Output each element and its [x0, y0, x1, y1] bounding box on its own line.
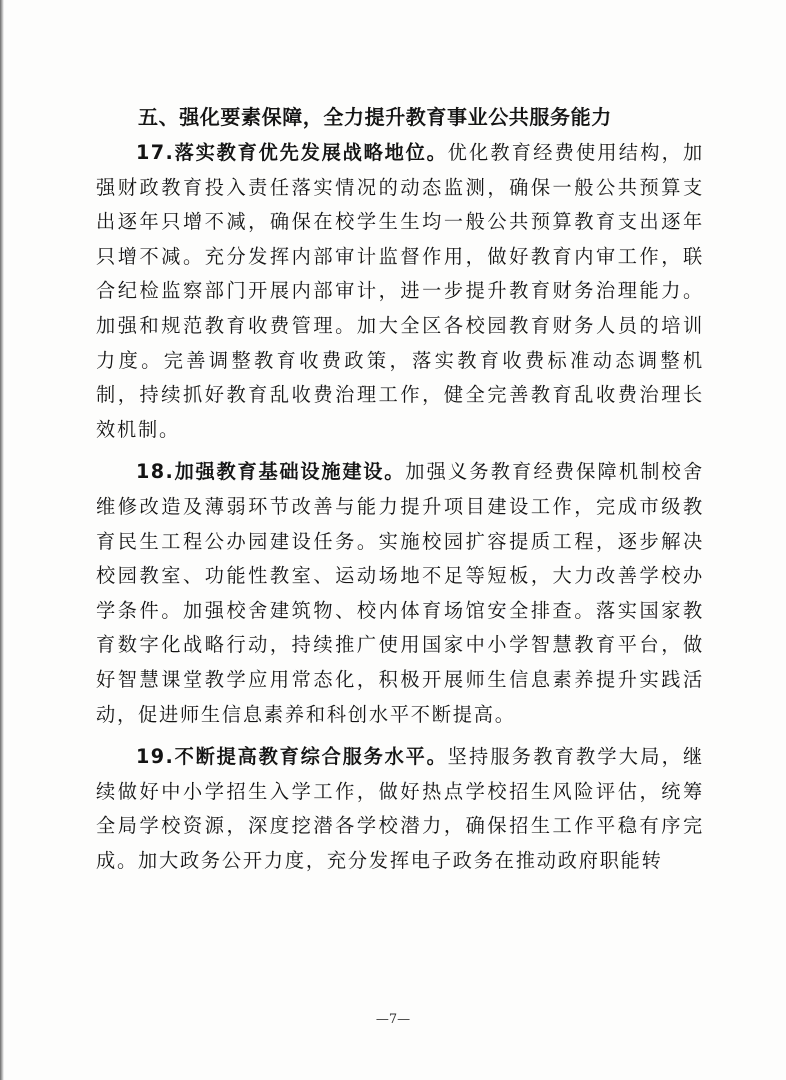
- section-heading: 五、强化要素保障，全力提升教育事业公共服务能力: [138, 105, 612, 129]
- paragraph-18: [96, 455, 704, 732]
- scan-left-edge: [0, 0, 4, 1080]
- paragraph-17: [96, 136, 704, 447]
- paragraph-19-title: 19.不断提高教育综合服务水平。: [136, 745, 448, 769]
- paragraph-18-title: 18.加强教育基础设施建设。: [136, 460, 406, 484]
- page-number: —7—: [375, 1012, 411, 1027]
- paragraph-17-title: 17.落实教育优先发展战略地位。: [136, 141, 448, 164]
- paragraph-19-body: 坚持服务教育教学大局，继续做好中小学招生入学工作，做好热点学校招生风险评估，统筹全局学校资源，深度挖潜各学校潜力，确保招生工作平稳有序完成。加大政务公开力度，充分发挥电子政务在推动政府职能转: [96, 745, 704, 872]
- paragraph-17-body: 优化教育经费使用结构，加强财政教育投入责任落实情况的动态监测，确保一般公共预算支出逐年只增不减，确保在校学生生均一般公共预算教育支出逐年只增不减。充分发挥内部审计监督作用，做好教育内审工作，联合纪检监察部门开展内部审计，进一步提升教育财务治理能力。加强和规范教育收费管理。加大全区各校园教育财务人员的培训力度。完善调整教育收费政策，落实教育收费标准动态调整机制，持续抓好教育乱收费治理工作，健全完善教育乱收费治理长效机制。: [96, 141, 704, 441]
- paragraph-19: [96, 740, 704, 878]
- paragraph-18-body: 加强义务教育经费保障机制校舍维修改造及薄弱环节改善与能力提升项目建设工作，完成市级教育民生工程公办园建设任务。实施校园扩容提质工程，逐步解决校园教室、功能性教室、运动场地不足等短板，大力改善学校办学条件。加强校舍建筑物、校内体育场馆安全排查。落实国家教育数字化战略行动，持续推广使用国家中小学智慧教育平台，做好智慧课堂教学应用常态化，积极开展师生信息素养提升实践活动，促进师生信息素养和科创水平不断提高。: [96, 460, 705, 726]
- document-body: [96, 98, 704, 878]
